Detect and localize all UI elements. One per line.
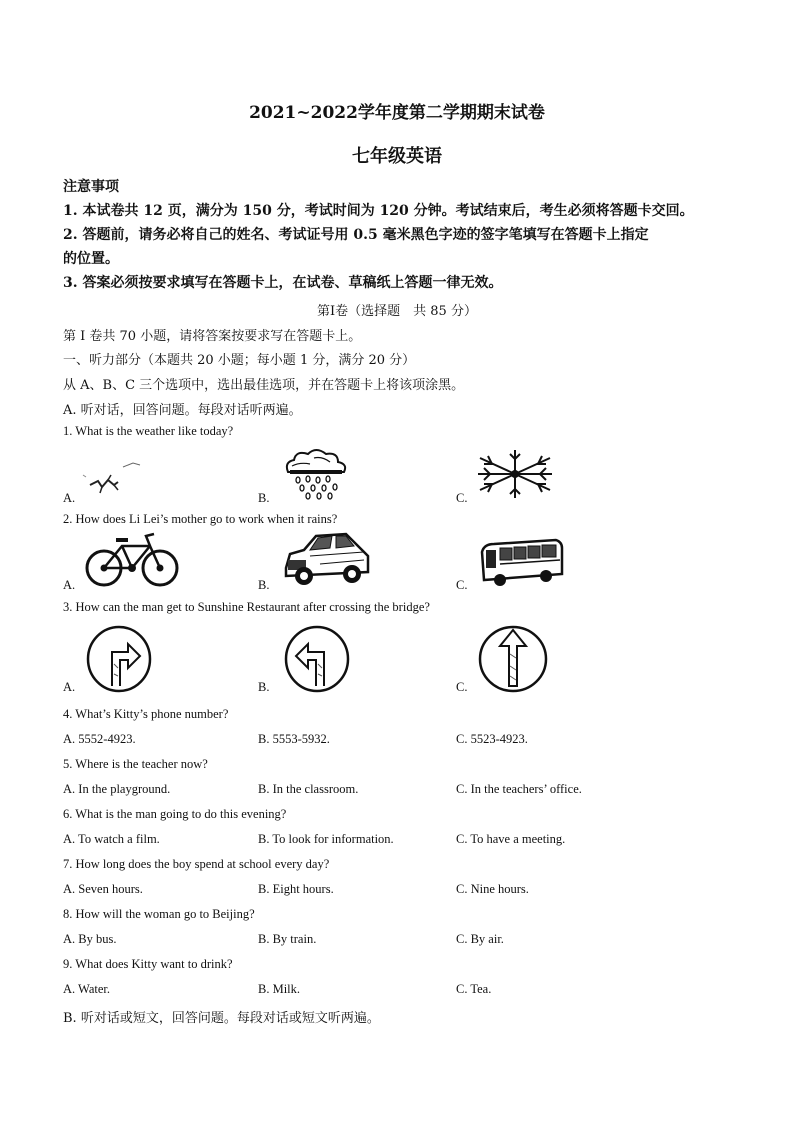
question-7-option-c: C. Nine hours. xyxy=(456,882,529,896)
question-4-option-c: C. 5523-4923. xyxy=(456,732,528,746)
notice-item-1: 1. 本试卷共 12 页，满分为 150 分，考试时间为 120 分钟。考试结束后，考生必须将答题卡交回。 xyxy=(63,203,694,219)
turn-right-sign-icon xyxy=(84,624,154,694)
question-6-stem: 6. What is the man going to do this evening? xyxy=(63,807,287,821)
question-8-option-b: B. By train. xyxy=(258,932,317,946)
exam-subtitle: 七年级英语 xyxy=(352,146,442,167)
notice-heading: 注意事项 xyxy=(63,179,119,195)
car-icon xyxy=(280,530,372,590)
listening-instruction: 从 A、B、C 三个选项中，选出最佳选项，并在答题卡上将该项涂黑。 xyxy=(63,378,465,393)
question-7-option-b: B. Eight hours. xyxy=(258,882,334,896)
question-1-option-b: B. xyxy=(258,491,270,505)
question-7-option-a: A. Seven hours. xyxy=(63,882,143,896)
question-9-option-a: A. Water. xyxy=(63,982,111,996)
notice-item-3: 3. 答案必须按要求填写在答题卡上，在试卷、草稿纸上答题一律无效。 xyxy=(63,275,503,291)
question-2-option-b: B. xyxy=(258,578,270,592)
question-2-option-c: C. xyxy=(456,578,468,592)
listening-title: 一、听力部分（本题共 20 小题；每小题 1 分，满分 20 分） xyxy=(63,353,416,368)
snowflake-icon xyxy=(474,448,556,500)
bus-icon xyxy=(478,538,564,588)
notice-item-2-cont: 的位置。 xyxy=(63,251,119,267)
question-9-stem: 9. What does Kitty want to drink? xyxy=(63,957,233,971)
question-5-option-b: B. In the classroom. xyxy=(258,782,359,796)
part-b-heading: B. 听对话或短文，回答问题。每段对话或短文听两遍。 xyxy=(63,1011,380,1026)
question-3-option-c: C. xyxy=(456,680,468,694)
question-4-option-a: A. 5552-4923. xyxy=(63,732,136,746)
bicycle-icon xyxy=(84,532,180,588)
question-6-option-a: A. To watch a film. xyxy=(63,832,160,846)
question-8-option-a: A. By bus. xyxy=(63,932,117,946)
question-2-stem: 2. How does Li Lei’s mother go to work when it rains? xyxy=(63,512,338,526)
turn-left-sign-icon xyxy=(282,624,352,694)
question-7-stem: 7. How long does the boy spend at school every day? xyxy=(63,857,330,871)
question-3-option-b: B. xyxy=(258,680,270,694)
question-1-option-c: C. xyxy=(456,491,468,505)
question-4-stem: 4. What’s Kitty’s phone number? xyxy=(63,707,229,721)
exam-title: 2021~2022学年度第二学期期末试卷 xyxy=(249,103,545,123)
rain-cloud-icon xyxy=(280,448,352,502)
question-8-stem: 8. How will the woman go to Beijing? xyxy=(63,907,255,921)
part-title: 第Ⅰ卷（选择题 共 85 分） xyxy=(317,304,477,319)
question-9-option-c: C. Tea. xyxy=(456,982,492,996)
question-8-option-c: C. By air. xyxy=(456,932,504,946)
go-straight-sign-icon xyxy=(476,624,550,694)
question-1-option-a: A. xyxy=(63,491,76,505)
question-2-option-a: A. xyxy=(63,578,76,592)
part-note: 第 I 卷共 70 小题，请将答案按要求写在答题卡上。 xyxy=(63,329,362,344)
question-3-option-a: A. xyxy=(63,680,76,694)
question-5-option-a: A. In the playground. xyxy=(63,782,171,796)
question-3-stem: 3. How can the man get to Sunshine Restaurant after crossing the bridge? xyxy=(63,600,430,614)
part-a-heading: A. 听对话，回答问题。每段对话听两遍。 xyxy=(63,403,302,418)
notice-item-2: 2. 答题前，请务必将自己的姓名、考试证号用 0.5 毫米黑色字迹的签字笔填写在答题卡上指定 xyxy=(63,227,649,243)
question-4-option-b: B. 5553-5932. xyxy=(258,732,330,746)
question-1-stem: 1. What is the weather like today? xyxy=(63,424,234,438)
question-6-option-b: B. To look for information. xyxy=(258,832,394,846)
question-6-option-c: C. To have a meeting. xyxy=(456,832,566,846)
question-5-stem: 5. Where is the teacher now? xyxy=(63,757,208,771)
sun-icon xyxy=(78,455,158,500)
question-9-option-b: B. Milk. xyxy=(258,982,301,996)
question-5-option-c: C. In the teachers’ office. xyxy=(456,782,582,796)
